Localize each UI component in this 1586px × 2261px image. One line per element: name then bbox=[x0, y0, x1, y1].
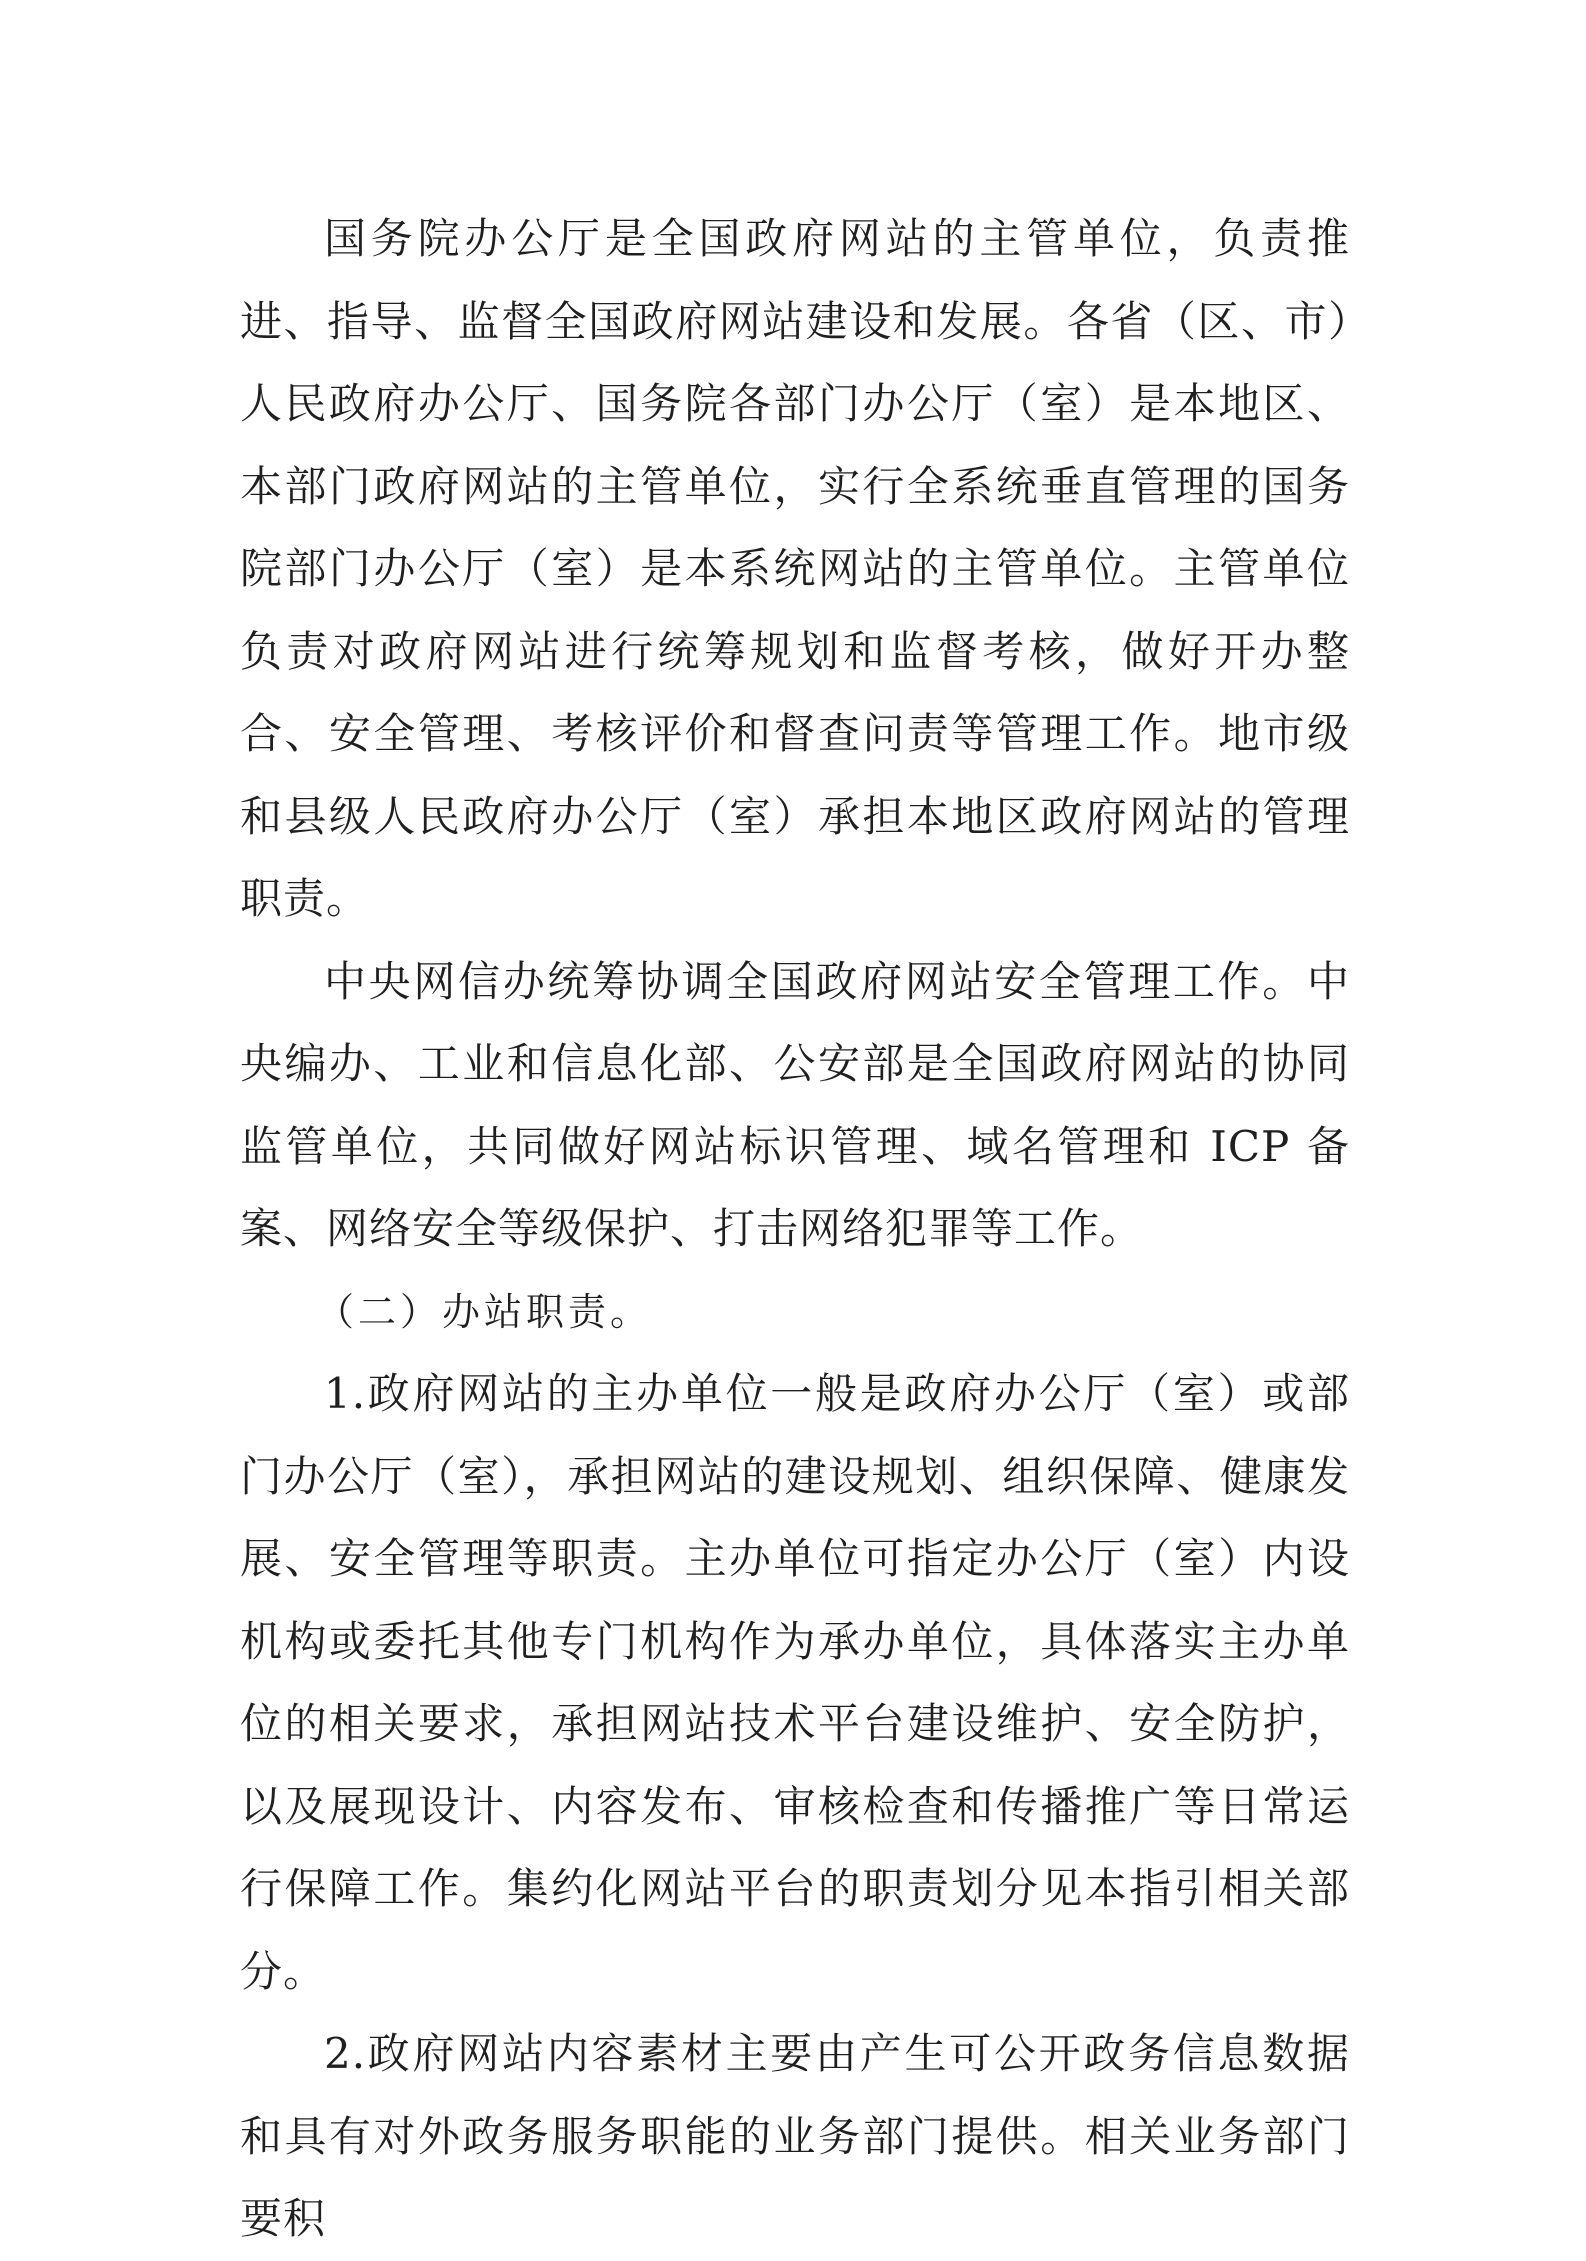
document-body bbox=[240, 198, 1350, 2261]
paragraph-cyberspace-office: 中央网信办统筹协调全国政府网站安全管理工作。中央编办、工业和信息化部、公安部是全国政府网站的协同监管单位，共同做好网站标识管理、域名管理和 ICP 备案、网络安全等级保护、打击网络犯罪等工作。 bbox=[240, 956, 1350, 1253]
list-item-content-source: 2.政府网站内容素材主要由产生可公开政务信息数据和具有对外政务服务职能的业务部门提供。相关业务部门要积 bbox=[240, 2029, 1350, 2243]
paragraph-competent-unit: 国务院办公厅是全国政府网站的主管单位，负责推进、指导、监督全国政府网站建设和发展。各省（区、市）人民政府办公厅、国务院各部门办公厅（室）是本地区、本部门政府网站的主管单位，实行全系统垂直管理的国务院部门办公厅（室）是本系统网站的主管单位。主管单位负责对政府网站进行统筹规划和监督考核，做好开办整合、安全管理、考核评价和督查问责等管理工作。地市级和县级人民政府办公厅（室）承担本地区政府网站的管理职责。 bbox=[240, 214, 1350, 923]
list-item-host-unit: 1.政府网站的主办单位一般是政府办公厅（室）或部门办公厅（室），承担网站的建设规划、组织保障、健康发展、安全管理等职责。主办单位可指定办公厅（室）内设机构或委托其他专门机构作为承办单位，具体落实主办单位的相关要求，承担网站技术平台建设维护、安全防护，以及展现设计、内容发布、审核检查和传播推广等日常运行保障工作。集约化网站平台的职责划分见本指引相关部分。 bbox=[240, 1369, 1350, 1996]
section-heading-site-duties: （二）办站职责。 bbox=[316, 1289, 653, 1334]
